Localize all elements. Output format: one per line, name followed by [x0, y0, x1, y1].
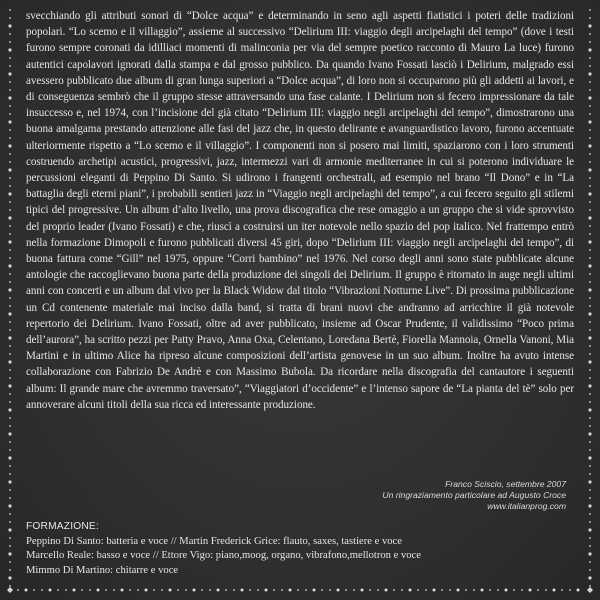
border-dot [8, 408, 11, 411]
border-dot [8, 456, 11, 459]
border-dot [321, 589, 323, 591]
border-dot [588, 24, 591, 27]
border-dot [513, 589, 515, 591]
border-dot [417, 589, 419, 591]
border-dot [588, 528, 591, 531]
border-dot [257, 589, 259, 591]
border-dot [9, 521, 11, 523]
border-dot [369, 589, 371, 591]
credits-author: Franco Sciscio, settembre 2007 [445, 479, 566, 489]
border-dot [589, 305, 591, 307]
border-dot [9, 377, 11, 379]
border-dot [589, 585, 591, 587]
border-dot [465, 589, 467, 591]
border-dot [8, 480, 11, 483]
border-dot [589, 417, 591, 419]
border-dot [9, 41, 11, 43]
border-dot [589, 489, 591, 491]
border-dot [589, 177, 591, 179]
border-dot [9, 57, 11, 59]
border-dot [589, 9, 591, 11]
border-dot [588, 456, 591, 459]
border-dot [337, 589, 340, 592]
border-diamond [587, 587, 593, 593]
border-dot [9, 153, 11, 155]
border-dot [49, 589, 52, 592]
border-dot [9, 329, 11, 331]
border-dot [57, 589, 59, 591]
border-dot [9, 345, 11, 347]
border-dot [589, 257, 591, 259]
border-dot [9, 353, 11, 355]
border-dot [145, 589, 148, 592]
border-dot [589, 425, 591, 427]
border-dot [9, 393, 11, 395]
border-dot [25, 589, 28, 592]
border-dot [9, 281, 11, 283]
border-dot [137, 589, 139, 591]
border-dot [589, 105, 591, 107]
border-dot [588, 552, 591, 555]
border-dot [9, 225, 11, 227]
border-dot [9, 33, 11, 35]
border-dot [589, 521, 591, 523]
border-dot [589, 329, 591, 331]
border-dot [409, 589, 412, 592]
border-dot [8, 24, 11, 27]
border-dot [589, 297, 591, 299]
border-dot [589, 41, 591, 43]
border-dot [9, 441, 11, 443]
lineup-row: Mimmo Di Martino: chitarre e voce [26, 564, 179, 576]
border-dot [265, 589, 268, 592]
border-dot [489, 589, 491, 591]
border-dot [8, 360, 11, 363]
border-dot [589, 113, 591, 115]
border-dot [588, 48, 591, 51]
border-dot [589, 209, 591, 211]
border-dot [589, 473, 591, 475]
lineup-block [26, 520, 586, 578]
border-dot [8, 48, 11, 51]
border-dot [561, 589, 563, 591]
border-dot [129, 589, 131, 591]
border-dot [589, 497, 591, 499]
border-dot [385, 589, 388, 592]
border-dot [9, 465, 11, 467]
border-dot [353, 589, 355, 591]
border-dot [273, 589, 275, 591]
border-dot [588, 504, 591, 507]
border-dot [8, 576, 11, 579]
border-dot [588, 480, 591, 483]
border-dot [8, 528, 11, 531]
border-dot [233, 589, 235, 591]
border-dot [9, 489, 11, 491]
border-dot [589, 249, 591, 251]
border-dot [8, 264, 11, 267]
border-dot [289, 589, 292, 592]
border-dot [449, 589, 451, 591]
border-dot [393, 589, 395, 591]
border-dot [589, 57, 591, 59]
border-dot [589, 377, 591, 379]
border-dot [377, 589, 379, 591]
border-dot [8, 216, 11, 219]
border-dot [588, 384, 591, 387]
border-dot [305, 589, 307, 591]
border-dot [588, 576, 591, 579]
credits-website: www.italianprog.com [487, 501, 566, 511]
border-dot [9, 105, 11, 107]
border-dot [588, 408, 591, 411]
border-dot [169, 589, 172, 592]
border-dot [589, 33, 591, 35]
border-dot [589, 273, 591, 275]
border-dot [9, 65, 11, 67]
border-dot [589, 345, 591, 347]
border-dot [589, 321, 591, 323]
border-dot [8, 336, 11, 339]
border-dot [9, 417, 11, 419]
border-dot [537, 589, 539, 591]
border-dot [589, 65, 591, 67]
border-dot [193, 589, 196, 592]
credits-block [382, 479, 566, 512]
border-dot [589, 369, 591, 371]
border-dot [361, 589, 364, 592]
border-dot [589, 161, 591, 163]
border-dot [9, 537, 11, 539]
border-dot [81, 589, 83, 591]
border-dot [121, 589, 124, 592]
border-dot [17, 589, 19, 591]
border-dot [9, 201, 11, 203]
border-dot [241, 589, 244, 592]
border-dot [589, 569, 591, 571]
border-dot [588, 360, 591, 363]
border-dot [9, 273, 11, 275]
border-dot [589, 537, 591, 539]
border-dot [8, 552, 11, 555]
border-dot [33, 589, 35, 591]
border-dot [588, 288, 591, 291]
border-dot [153, 589, 155, 591]
border-dot [9, 137, 11, 139]
border-dot [588, 120, 591, 123]
border-dot [589, 513, 591, 515]
border-dot [201, 589, 203, 591]
border-dot [589, 449, 591, 451]
border-dot [9, 449, 11, 451]
border-dot [9, 129, 11, 131]
border-dot [113, 589, 115, 591]
border-dot [9, 233, 11, 235]
border-dot [588, 240, 591, 243]
border-dot [588, 144, 591, 147]
border-dot [281, 589, 283, 591]
border-dot [9, 249, 11, 251]
border-dot [105, 589, 107, 591]
border-dot [9, 513, 11, 515]
border-dot [589, 225, 591, 227]
border-dot [588, 336, 591, 339]
border-dot [497, 589, 499, 591]
border-dot [313, 589, 316, 592]
border-dot [249, 589, 251, 591]
border-dot [545, 589, 547, 591]
border-dot [588, 264, 591, 267]
border-dot [89, 589, 91, 591]
border-dot [457, 589, 460, 592]
border-dot [589, 401, 591, 403]
border-dot [8, 72, 11, 75]
lineup-row: Marcello Reale: basso e voce // Ettore Vigo: piano,moog, organo, vibrafono,mellotron e voce [26, 550, 421, 562]
border-dot [9, 569, 11, 571]
border-dot [588, 192, 591, 195]
border-dot [588, 432, 591, 435]
lineup-row: Peppino Di Santo: batteria e voce // Martin Frederick Grice: flauto, saxes, tastiere e voce [26, 535, 402, 547]
border-dot [9, 305, 11, 307]
border-dot [441, 589, 443, 591]
border-dot [209, 589, 211, 591]
border-dot [589, 129, 591, 131]
border-dot [588, 168, 591, 171]
border-dot [589, 17, 591, 19]
border-dot [588, 96, 591, 99]
border-dot [225, 589, 227, 591]
border-dot [9, 585, 11, 587]
lineup-heading: FORMAZIONE: [26, 521, 99, 532]
border-diamond [7, 587, 13, 593]
border-dot [297, 589, 299, 591]
border-dot [481, 589, 484, 592]
border-dot [9, 369, 11, 371]
border-dot [41, 589, 43, 591]
border-dot [8, 504, 11, 507]
border-dot [588, 312, 591, 315]
border-dot [8, 312, 11, 315]
border-dot [577, 589, 580, 592]
border-dot [589, 353, 591, 355]
border-dot [329, 589, 331, 591]
border-dot [9, 89, 11, 91]
border-dot [589, 545, 591, 547]
border-dot [589, 153, 591, 155]
border-dot [73, 589, 76, 592]
border-dot [589, 81, 591, 83]
liner-notes-text: svecchiando gli attributi sonori di “Dolce acqua” e determinando in seno agli aspetti fiatistici i poteri delle tradizioni popolari. “Lo scemo e il villaggio”, assieme al successivo “Delirium III: viaggio degli arcipelaghi del tempo” (dove i testi furono sempre coronati da idilliaci momenti di malinconia per via del sempre poetico racconto di Mauro La luce) furono autentici capolavori ignorati dalla stampa e dal grosso pubblico. Da quando Ivano Fossati lasciò i Delirium, malgrado essi avessero pubblicato due album di gran lunga superiori a “Dolce acqua”, di loro non si occuparono più gli addetti ai lavori, e di conseguenza sembrò che il gruppo stesse attraversando una fase calante. I Delirium non si fecero impressionare da tale insuccesso e, nel 1974, con l’incisione del già citato “Delirium III: viaggio negli arcipelaghi del tempo”, dimostrarono una buona amalgama prestando attenzione alle fasi del jazz che, in questo delirante e avanguardistico lavoro, furono accentuate ulteriormente rispetto a “Lo scemo e il villaggio”. I componenti non si posero mai limiti, spaziarono con i loro strumenti costruendo archetipi acustici, progressivi, jazz, intermezzi vari di armonie mediterranee in cui si poterono individuare le percussioni eleganti di Peppino Di Santo. Si udirono i frangenti orchestrali, ad esempio nel brano “Il Dono” e in “La battaglia degli eterni piani”, i probabili sentieri jazz in “Viaggio negli arcipelaghi del tempo”, a cui fecero seguito gli stilemi tipici del progressive. Un album d’alto livello, una prova discografica che rese omaggio a un gruppo che si vide sprovvisto del proprio leader (Ivano Fossati) e che, riuscì a costruirsi un iter notevole nello spazio del pop italico. Nel frattempo entrò nella formazione Dimopoli e furono pubblicati diversi 45 giri, dopo “Delirium III: viaggio negli arcipelaghi del tempo”, di buona fattura come “Gill” nel 1975, oppure “Corri bambino” nel 1976. Nel corso degli anni sono state pubblicate alcune antologie che raccoglievano buona parte della produzione dei singoli dei Delirium. Il gruppo è ritornato in auge negli ultimi anni con concerti e un album dal vivo per la Black Widow dal titolo “Vibrazioni Notturne Live”. Di prossima pubblicazione un Cd contenente materiale mai inciso dalla band, si tratta di brani nuovi che andranno ad arricchire il già notevole repertorio dei Delirium. Ivano Fossati, oltre ad aver pubblicato, insieme ad Oscar Prudente, il validissimo “Poco prima dell’aurora”, ha scritto pezzi per Patty Pravo, Anna Oxa, Celentano, Loredana Bertè, Fiorella Mannoia, Ornella Vanoni, Mia Martini e in ultimo Alice ha ripreso alcune composizioni dell’artista genovese in un suo album. Inoltre ha avuto intense collaborazione con Fabrizio De Andrè e con Massimo Bubola. Da ricordare nella discografia del cantautore i seguenti album: Il grande mare che avremmo traversato”, “Viaggiatori d’occidente” e l’intenso sapore de “La pianta del tè” solo per annoverare alcuni titoli della sua ricca ed interessante produzione. [26, 10, 574, 411]
border-dot [9, 473, 11, 475]
border-dot [9, 321, 11, 323]
border-dot [185, 589, 187, 591]
border-dot [9, 161, 11, 163]
border-dot [177, 589, 179, 591]
border-dot [9, 297, 11, 299]
border-dot [9, 561, 11, 563]
border-dot [553, 589, 556, 592]
border-dot [433, 589, 436, 592]
border-dot [9, 497, 11, 499]
border-dot [589, 233, 591, 235]
border-dot [521, 589, 523, 591]
border-dot [65, 589, 67, 591]
border-dot [589, 281, 591, 283]
border-dot [505, 589, 508, 592]
border-dot [8, 432, 11, 435]
border-dot [9, 401, 11, 403]
border-dot [589, 561, 591, 563]
border-dot [589, 393, 591, 395]
border-dot [8, 120, 11, 123]
border-dot [529, 589, 532, 592]
border-dot [9, 177, 11, 179]
border-dot [9, 209, 11, 211]
border-dot [161, 589, 163, 591]
border-dot [589, 137, 591, 139]
border-dot [345, 589, 347, 591]
border-dot [589, 441, 591, 443]
border-dot [425, 589, 427, 591]
border-dot [588, 216, 591, 219]
border-dot [9, 17, 11, 19]
border-dot [8, 288, 11, 291]
border-dot [8, 168, 11, 171]
border-dot [8, 96, 11, 99]
border-dot [217, 589, 220, 592]
border-dot [589, 201, 591, 203]
border-dot [9, 113, 11, 115]
border-dot [401, 589, 403, 591]
border-dot [9, 545, 11, 547]
border-dot [9, 185, 11, 187]
border-dot [8, 384, 11, 387]
border-dot [569, 589, 571, 591]
border-dot [9, 257, 11, 259]
credits-thanks: Un ringraziamento particolare ad Augusto Croce [382, 490, 566, 500]
border-dot [8, 192, 11, 195]
border-dot [9, 425, 11, 427]
border-dot [9, 81, 11, 83]
border-dot [8, 240, 11, 243]
border-dot [589, 465, 591, 467]
border-dot [97, 589, 100, 592]
border-dot [589, 89, 591, 91]
border-dot [8, 144, 11, 147]
border-dot [588, 72, 591, 75]
border-dot [9, 9, 11, 11]
border-dot [473, 589, 475, 591]
border-dot [589, 185, 591, 187]
